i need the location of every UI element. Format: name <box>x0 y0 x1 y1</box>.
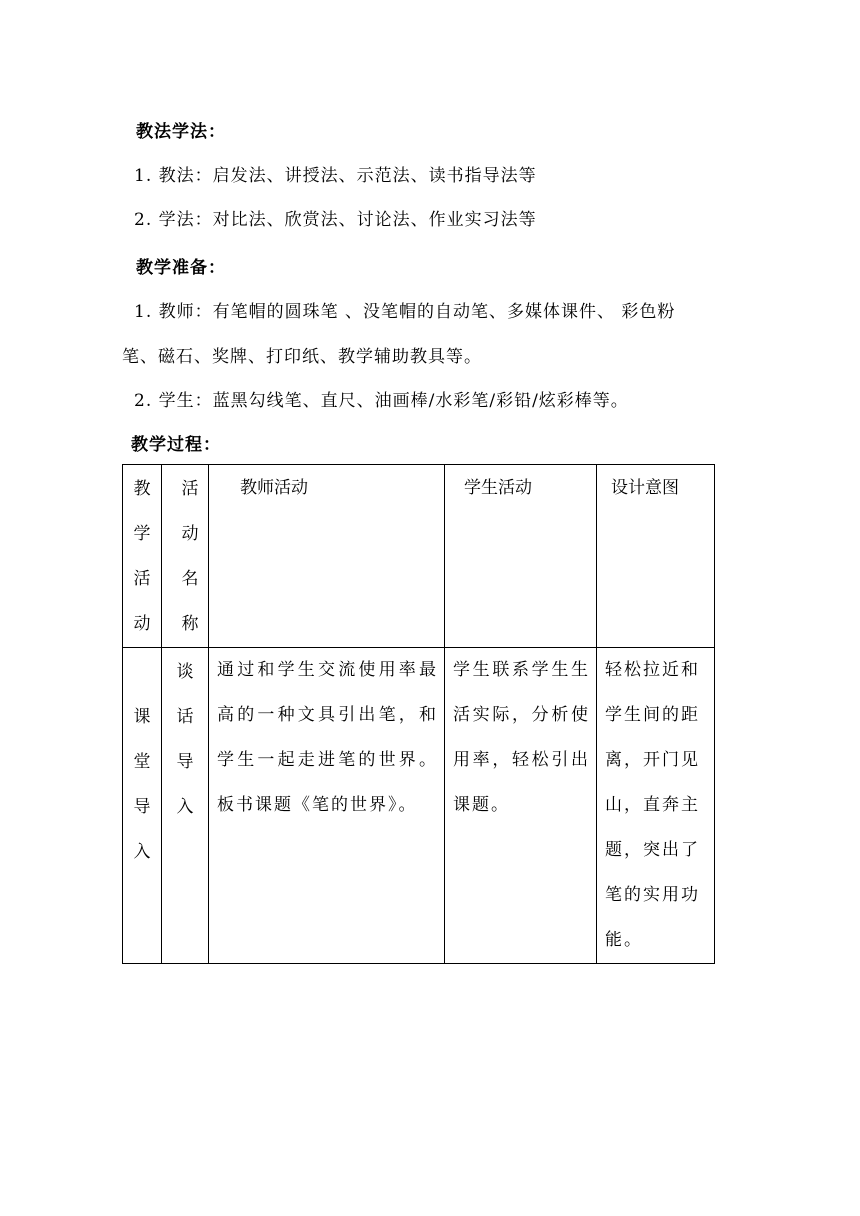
name-char: 谈 <box>176 662 194 682</box>
header-char: 动 <box>133 614 151 634</box>
header-char: 名 <box>181 569 199 589</box>
header-char: 教 <box>133 479 151 499</box>
process-heading: 教学过程： <box>131 435 221 455</box>
row-design-intent: 轻松拉近和学生间的距离，开门见山，直奔主题，突出了笔的实用功能。 <box>597 648 715 964</box>
header-char: 活 <box>181 479 199 499</box>
preparation-student: 2. 学生：蓝黑勾线笔、直尺、油画棒/水彩笔/彩铅/炫彩棒等。 <box>134 391 629 411</box>
name-char: 话 <box>176 707 194 727</box>
stage-char: 入 <box>133 842 151 862</box>
header-char: 动 <box>181 524 199 544</box>
methods-heading: 教法学法： <box>136 122 226 142</box>
row-teacher-activity: 通过和学生交流使用率最高的一种文具引出笔，和学生一起走进笔的世界。板书课题《笔的世界》。 <box>209 648 445 964</box>
stage-char: 课 <box>133 707 151 727</box>
header-student-activity: 学生活动 <box>445 465 597 648</box>
header-char: 学 <box>133 524 151 544</box>
table-header-row <box>123 465 715 648</box>
header-char: 称 <box>181 614 199 634</box>
table-row <box>123 648 715 964</box>
header-design-intent: 设计意图 <box>597 465 715 648</box>
header-teaching-activity <box>123 465 162 648</box>
header-activity-name <box>162 465 209 648</box>
name-char: 导 <box>176 752 194 772</box>
stage-char: 导 <box>133 797 151 817</box>
name-char: 入 <box>176 797 194 817</box>
methods-item-learning: 2. 学法：对比法、欣赏法、讨论法、作业实习法等 <box>134 210 537 230</box>
preparation-heading: 教学准备： <box>136 258 226 278</box>
preparation-teacher-line2: 笔、磁石、奖牌、打印纸、教学辅助教具等。 <box>122 347 482 367</box>
preparation-teacher-line1: 1. 教师：有笔帽的圆珠笔 、没笔帽的自动笔、多媒体课件、 彩色粉 <box>134 302 676 322</box>
header-char: 活 <box>133 569 151 589</box>
header-teacher-activity: 教师活动 <box>209 465 445 648</box>
teaching-process-table <box>122 464 715 964</box>
row-student-activity: 学生联系学生生活实际，分析使用率，轻松引出课题。 <box>445 648 597 964</box>
row-stage <box>123 648 162 964</box>
methods-item-teaching: 1. 教法：启发法、讲授法、示范法、读书指导法等 <box>134 166 537 186</box>
stage-char: 堂 <box>133 752 151 772</box>
row-activity-name <box>162 648 209 964</box>
